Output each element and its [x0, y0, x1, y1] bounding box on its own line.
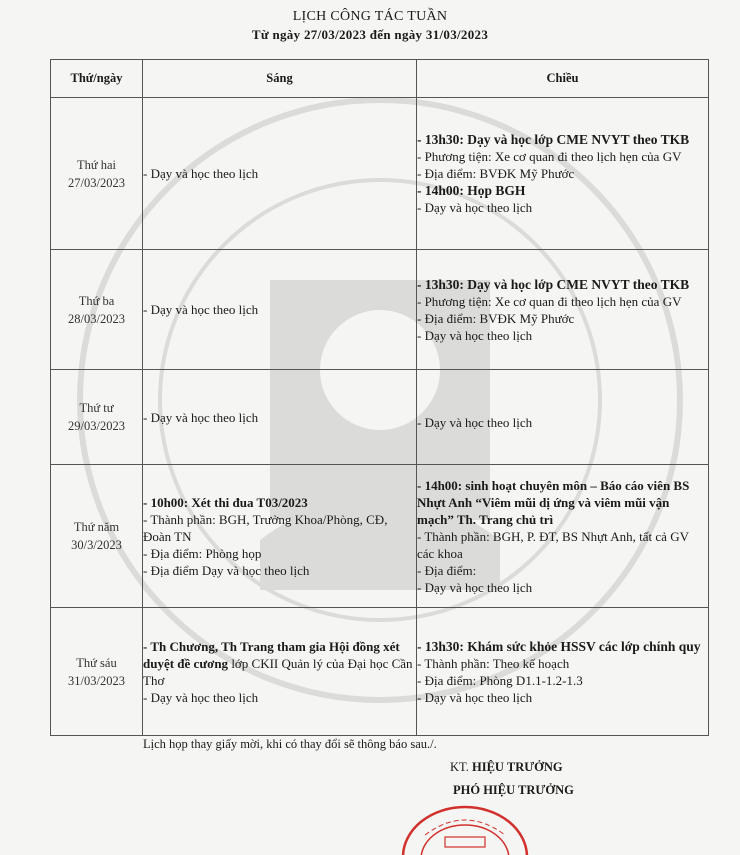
day-date: 28/03/2023 — [68, 311, 125, 326]
day-cell — [51, 465, 143, 608]
afternoon-item: - 13h30: Dạy và học lớp CME NVYT theo TKB — [417, 276, 690, 292]
morning-cell — [143, 370, 417, 465]
day-date: 31/03/2023 — [68, 673, 125, 688]
afternoon-item: - 13h30: Khám sức khỏe HSSV các lớp chính quy — [417, 638, 701, 654]
morning-item — [143, 638, 416, 689]
morning-item-bold: - Th Chương, Th Trang tham gia Hội đồng xét duyệt đề cương — [143, 638, 400, 671]
footer-note: Lịch họp thay giấy mời, khi có thay đổi sẽ thông báo sau./. — [143, 737, 437, 751]
header-afternoon: Chiều — [417, 60, 709, 98]
table-row — [51, 465, 709, 608]
afternoon-cell — [417, 250, 709, 370]
signature-kt-prefix: KT. — [450, 760, 472, 774]
signature-deputy: PHÓ HIỆU TRƯỞNG — [453, 783, 574, 797]
afternoon-item: - 14h00: Họp BGH — [417, 183, 526, 198]
morning-item: - Dạy và học theo lịch — [143, 689, 259, 705]
morning-cell — [143, 465, 417, 608]
afternoon-item: - 14h00: sinh hoạt chuyên môn – Báo cáo viên BS Nhựt Anh “Viêm mũi dị ứng và viêm mũi vận mạch” Th. Trang chủ trì — [417, 477, 690, 527]
morning-item: - Dạy và học theo lịch — [143, 302, 259, 317]
day-cell — [51, 98, 143, 250]
table-row — [51, 608, 709, 736]
afternoon-item: - Thành phần: BGH, P. ĐT, BS Nhựt Anh, tất cả GV các khoa — [417, 528, 689, 561]
day-date: 29/03/2023 — [68, 419, 125, 433]
table-row — [51, 370, 709, 465]
official-stamp-icon — [395, 795, 535, 855]
date-range: Từ ngày 27/03/2023 đến ngày 31/03/2023 — [251, 27, 489, 42]
morning-item: - Thành phần: BGH, Trưởng Khoa/Phòng, CĐ, Đoàn TN — [143, 511, 388, 544]
morning-item: - Dạy và học theo lịch — [143, 409, 259, 425]
morning-item-rest: lớp CKII Quản lý của Đại học Cần Thơ — [143, 655, 413, 688]
afternoon-item: - Dạy và học theo lịch — [417, 579, 533, 595]
day-cell — [51, 608, 143, 736]
morning-item: - Địa điểm: Phòng họp — [143, 545, 262, 561]
afternoon-item: - Phương tiện: Xe cơ quan đi theo lịch hẹn của GV — [417, 149, 682, 164]
afternoon-item: - 13h30: Dạy và học lớp CME NVYT theo TKB — [417, 132, 690, 147]
afternoon-item: - Địa điểm: — [417, 562, 477, 578]
signature-title: HIỆU TRƯỞNG — [472, 760, 563, 774]
morning-item: - 10h00: Xét thi đua T03/2023 — [143, 494, 308, 510]
afternoon-item: - Địa điểm: BVĐK Mỹ Phước — [417, 166, 575, 181]
afternoon-item: - Dạy và học theo lịch — [417, 689, 533, 705]
day-name: Thứ hai — [76, 157, 117, 172]
afternoon-cell — [417, 370, 709, 465]
document-title: LỊCH CÔNG TÁC TUẦN — [292, 9, 448, 24]
afternoon-cell — [417, 98, 709, 250]
afternoon-cell — [417, 608, 709, 736]
schedule-table — [50, 59, 709, 736]
morning-item: - Địa điểm Dạy và học theo lịch — [143, 562, 310, 578]
table-row — [51, 98, 709, 250]
day-name: Thứ ba — [78, 293, 115, 308]
afternoon-item: - Dạy và học theo lịch — [417, 200, 533, 215]
day-date: 30/3/2023 — [71, 538, 122, 552]
afternoon-item: - Địa điểm: BVĐK Mỹ Phước — [417, 310, 575, 326]
afternoon-item: - Địa điểm: Phòng D1.1-1.2-1.3 — [417, 672, 583, 688]
afternoon-item: - Thành phần: Theo kế hoạch — [417, 655, 570, 671]
day-date: 27/03/2023 — [68, 175, 125, 190]
day-name: Thứ sáu — [76, 655, 117, 670]
header-morning: Sáng — [143, 60, 417, 98]
day-cell — [51, 370, 143, 465]
day-name: Thứ năm — [73, 520, 120, 534]
afternoon-item: - Phương tiện: Xe cơ quan đi theo lịch hẹn của GV — [417, 293, 682, 309]
day-cell — [51, 250, 143, 370]
afternoon-cell — [417, 465, 709, 608]
signature-kt — [450, 760, 563, 775]
table-row — [51, 250, 709, 370]
morning-item: - Dạy và học theo lịch — [143, 166, 259, 181]
afternoon-item: - Dạy và học theo lịch — [417, 327, 533, 343]
morning-cell — [143, 608, 417, 736]
header-day: Thứ/ngày — [51, 60, 143, 98]
day-name: Thứ tư — [79, 401, 114, 415]
morning-cell — [143, 250, 417, 370]
table-header-row — [51, 60, 709, 98]
morning-cell — [143, 98, 417, 250]
afternoon-item: - Dạy và học theo lịch — [417, 414, 533, 430]
